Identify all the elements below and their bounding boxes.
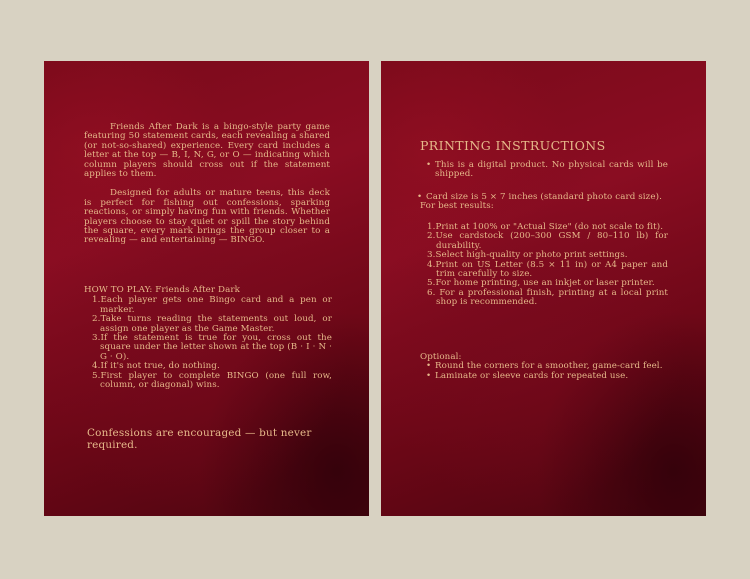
how-to-play-step: 5.First player to complete BINGO (one full row, column, or diagonal) wins.	[92, 370, 332, 391]
print-steps	[420, 223, 668, 308]
printing-instructions-title: PRINTING INSTRUCTIONS	[420, 138, 606, 153]
how-to-play-step: 4.If it's not true, do nothing.	[92, 361, 220, 372]
how-to-play-step: 2.Take turns reading the statements out loud, or assign one player as the Game Master.	[92, 314, 332, 334]
print-steps-section	[420, 223, 668, 308]
bullet-icon: •	[426, 160, 432, 170]
how-to-play-section	[84, 286, 332, 390]
intro-text	[84, 123, 330, 246]
optional-label: Optional:	[420, 352, 462, 362]
how-to-play-step: 3.If the statement is true for you, cross out the square under the letter shown at the top (B · I · N · G · O).	[92, 333, 332, 362]
optional-section	[420, 353, 668, 381]
left-page	[44, 61, 369, 516]
card-size-note	[417, 192, 668, 212]
how-to-play-steps	[84, 296, 332, 390]
print-step: 5.For home printing, use an inkjet or laser printer.	[427, 278, 655, 289]
intro-paragraph-1: Friends After Dark is a bingo-style party game featuring 50 statement cards, each revealing a shared (or not-so-shared) experience. Every card includes a letter at the top — B, I, N, G, or O — indicating which column players should cross out if the statement applies to them.	[84, 122, 330, 180]
how-to-play-heading: HOW TO PLAY: Friends After Dark	[84, 285, 240, 295]
print-step: 6. For a professional finish, printing at a local print shop is recommended.	[427, 287, 668, 308]
bullet-icon: •	[417, 192, 423, 202]
print-step: 2.Use cardstock (200–300 GSM / 80–110 lb) for durability.	[427, 231, 668, 251]
optional-item: Round the corners for a smoother, game-card feel.	[435, 361, 663, 372]
bullet-icon: •	[426, 370, 432, 381]
tagline: Confessions are encouraged — but never required.	[87, 427, 312, 451]
optional-item: Laminate or sleeve cards for repeated use.	[435, 370, 629, 381]
print-step: 4.Print on US Letter (8.5 × 11 in) or A4 paper and trim carefully to size.	[427, 259, 668, 280]
print-step: 1.Print at 100% or "Actual Size" (do not scale to fit).	[427, 222, 664, 232]
digital-product-text: This is a digital product. No physical cards will be shipped.	[435, 160, 668, 180]
print-step: 3.Select high-quality or photo print settings.	[427, 250, 628, 261]
right-page	[381, 61, 706, 516]
card-size-text: Card size is 5 × 7 inches (standard photo card size).	[426, 192, 662, 202]
digital-product-note	[420, 161, 668, 180]
bullet-icon: •	[426, 361, 432, 372]
how-to-play-step: 1.Each player gets one Bingo card and a pen or marker.	[92, 295, 332, 315]
best-results-label: For best results:	[420, 201, 494, 212]
intro-paragraph-2: Designed for adults or mature teens, this deck is perfect for fishing out confessions, sparking reactions, or simply having fun with friends. Whether players choose to stay quiet or spill the story behind the square, every mark brings the group closer to a revealing — and entertaining — BINGO.	[84, 188, 330, 246]
